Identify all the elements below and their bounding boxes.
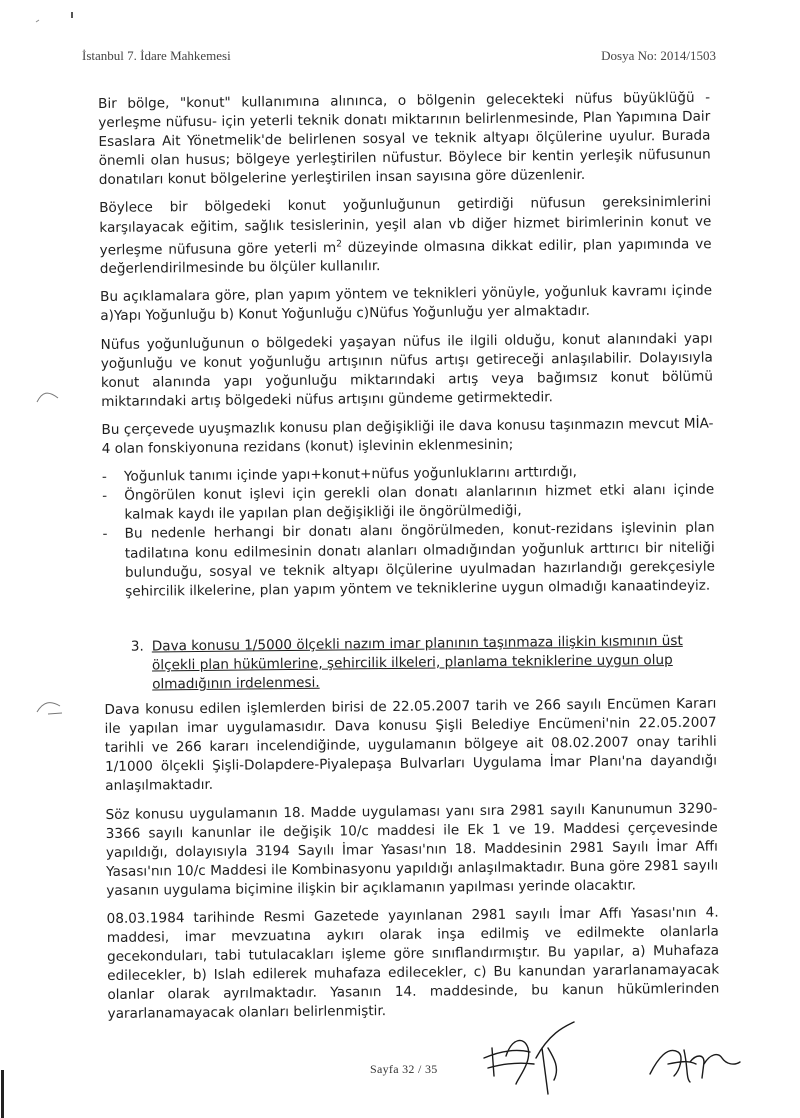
scan-mark bbox=[34, 8, 84, 28]
list-item: - Öngörülen konut işlevi için gerekli olan donatı alanlarının hizmet etki alanı içinde kalmak kaydı ile yapılan plan değişikliği ile öngörülmediği, bbox=[102, 481, 714, 526]
section-number: 3. bbox=[130, 638, 144, 655]
margin-mark bbox=[34, 694, 68, 718]
criteria-list bbox=[102, 462, 715, 602]
case-number: Dosya No: 2014/1503 bbox=[601, 48, 716, 63]
list-item: - Yoğunluk tanımı içinde yapı+konut+nüfus yoğunluklarını arttırdığı, bbox=[102, 462, 714, 488]
paragraph: Bu çerçevede uyuşmazlık konusu plan değişikliği ile dava konusu taşınmazın mevcut MİA-4 olan fonskiyonuna rezidans (konut) işlevinin eklenmesinin; bbox=[101, 415, 714, 458]
paragraph: Bir bölge, "konut" kullanımına alınınca, o bölgenin gelecekteki nüfus büyüklüğü - yerleşme nüfusu- için yeterli teknik donatı miktarının belirlenmesinde, Plan Yapımına Dair Esaslara Ait Yönetmelik'de belirlenen sosyal ve teknik altyapı ölçülerine uyulur. Burada önemli olan husus; bölgeye yerleştirilen nüfustur. Böylece bir kentin yerleşik nüfusunun donatıları konut bölgelerine yerleştirilen insan sayısına göre düzenlenir. bbox=[98, 89, 711, 189]
section-heading bbox=[104, 631, 717, 695]
paragraph: Nüfus yoğunluğunun o bölgedeki yaşayan nüfus ile ilgili olduğu, konut alanındaki yapı yoğunluğu ve konut yoğunluğu artışının nüfus artışı getireceği anlaşılabilir. Dolayısıyla konut alanında yapı yoğunluğu miktarındaki artış veya bağımsız konut bölümü miktarındaki artış bölgedeki nüfus artışını gündeme getirmektedir. bbox=[100, 330, 714, 410]
margin-mark bbox=[34, 386, 64, 406]
list-item: - Bu nedenle herhangi bir donatı alanı öngörülmeden, konut-rezidans işlevinin plan tadilatına konu edilmesinin donatı alanları olmadığından yoğunluk arttırıcı bir niteliği bulunduğu, sosyal ve teknik altyapı ölçülerine uyulmadan hazırlandığı gerekçesiyle şehircilik ilkelerine, plan yapım yöntem ve tekniklerine uygun olmadığı kanaatindeyiz. bbox=[103, 519, 716, 602]
signature-2 bbox=[644, 1028, 744, 1092]
court-name: İstanbul 7. İdare Mahkemesi bbox=[82, 48, 231, 63]
signature-1 bbox=[478, 1018, 588, 1098]
paragraph: Dava konusu edilen işlemlerden birisi de 22.05.2007 tarih ve 266 sayılı Encümen Kararı ile yapılan imar uygulamasıdır. Dava konusu Şişli Belediye Encümeni'nin 22.05.2007 tarihli ve 266 kararı incelendiğinde, uygulamanın bölgeye ait 08.02.2007 onay tarihli 1/1000 ölçekli Şişli-Dolapdere-Piyalepaşa Bulvarları Uygulama İmar Planı'na dayandığı anlaşılmaktadır. bbox=[104, 695, 718, 795]
paragraph: 08.03.1984 tarihinde Resmi Gazetede yayınlanan 2981 sayılı İmar Affı Yasası'nın 4. maddesi, imar mevzuatına aykırı olarak inşa edilmiş ve edilmekte olanlarla gecekonduları, tabi tutulacakları işleme göre sınıflandırmıştır. Bu yapılar, a) Muhafaza edilecekler, b) Islah edilerek muhafaza edilecekler, c) Bu kanundan yararlanamayacak olanlar olarak ayrılmaktadır. Yasanın 14. maddesinde, bu kanun hükümlerinden yararlanamayacak olanları belirlenmiştir. bbox=[106, 904, 720, 1023]
page-number: Sayfa 32 / 35 bbox=[370, 1062, 438, 1076]
paragraph: Bu açıklamalara göre, plan yapım yöntem ve teknikleri yönüyle, yoğunluk kavramı içinde a)Yapı Yoğunluğu b) Konut Yoğunluğu c)Nüfus Yoğunluğu yer almaktadır. bbox=[100, 282, 713, 325]
paragraph: Söz konusu uygulamanın 18. Madde uygulaması yanı sıra 2981 sayılı Kanunumun 3290-3366 sayılı kanunlar ile değişik 10/c maddesi ile Ek 1 ve 19. Maddesi çerçevesinde yapıldığı, dolayısıyla 3194 Sayılı İmar Yasası'nın 18. Maddesinin 2981 Sayılı İmar Affı Yasası'nın 10/c Maddesi ile Kombinasyonu yapıldığı anlaşılmaktadır. Buna göre 2981 sayılı yasanın uygulama biçimine ilişkin bir açıklamanın yapılması yerinde olacaktır. bbox=[105, 800, 719, 899]
section-title: Dava konusu 1/5000 ölçekli nazım imar planının taşınmaza ilişkin kısmının üst ölçekli plan hükümlerine, şehircilik ilkeleri, planlama tekniklerine uygun olup olmadığının irdelenmesi. bbox=[151, 632, 683, 693]
document-body bbox=[98, 89, 720, 1034]
edge-mark bbox=[0, 1070, 6, 1118]
paragraph: Böylece bir bölgedeki konut yoğunluğunun getirdiği nüfusun gereksinimlerini karşılayacak eğitim, sağlık tesislerinin, yeşil alan vb diğer hizmet birimlerinin konut ve yerleşme nüfusuna göre yeterli $m^2$ düzeyinde olmasına dikkat edilir, plan yapımında ve değerlendirilmesinde bu ölçüler kullanılır. bbox=[99, 194, 712, 278]
